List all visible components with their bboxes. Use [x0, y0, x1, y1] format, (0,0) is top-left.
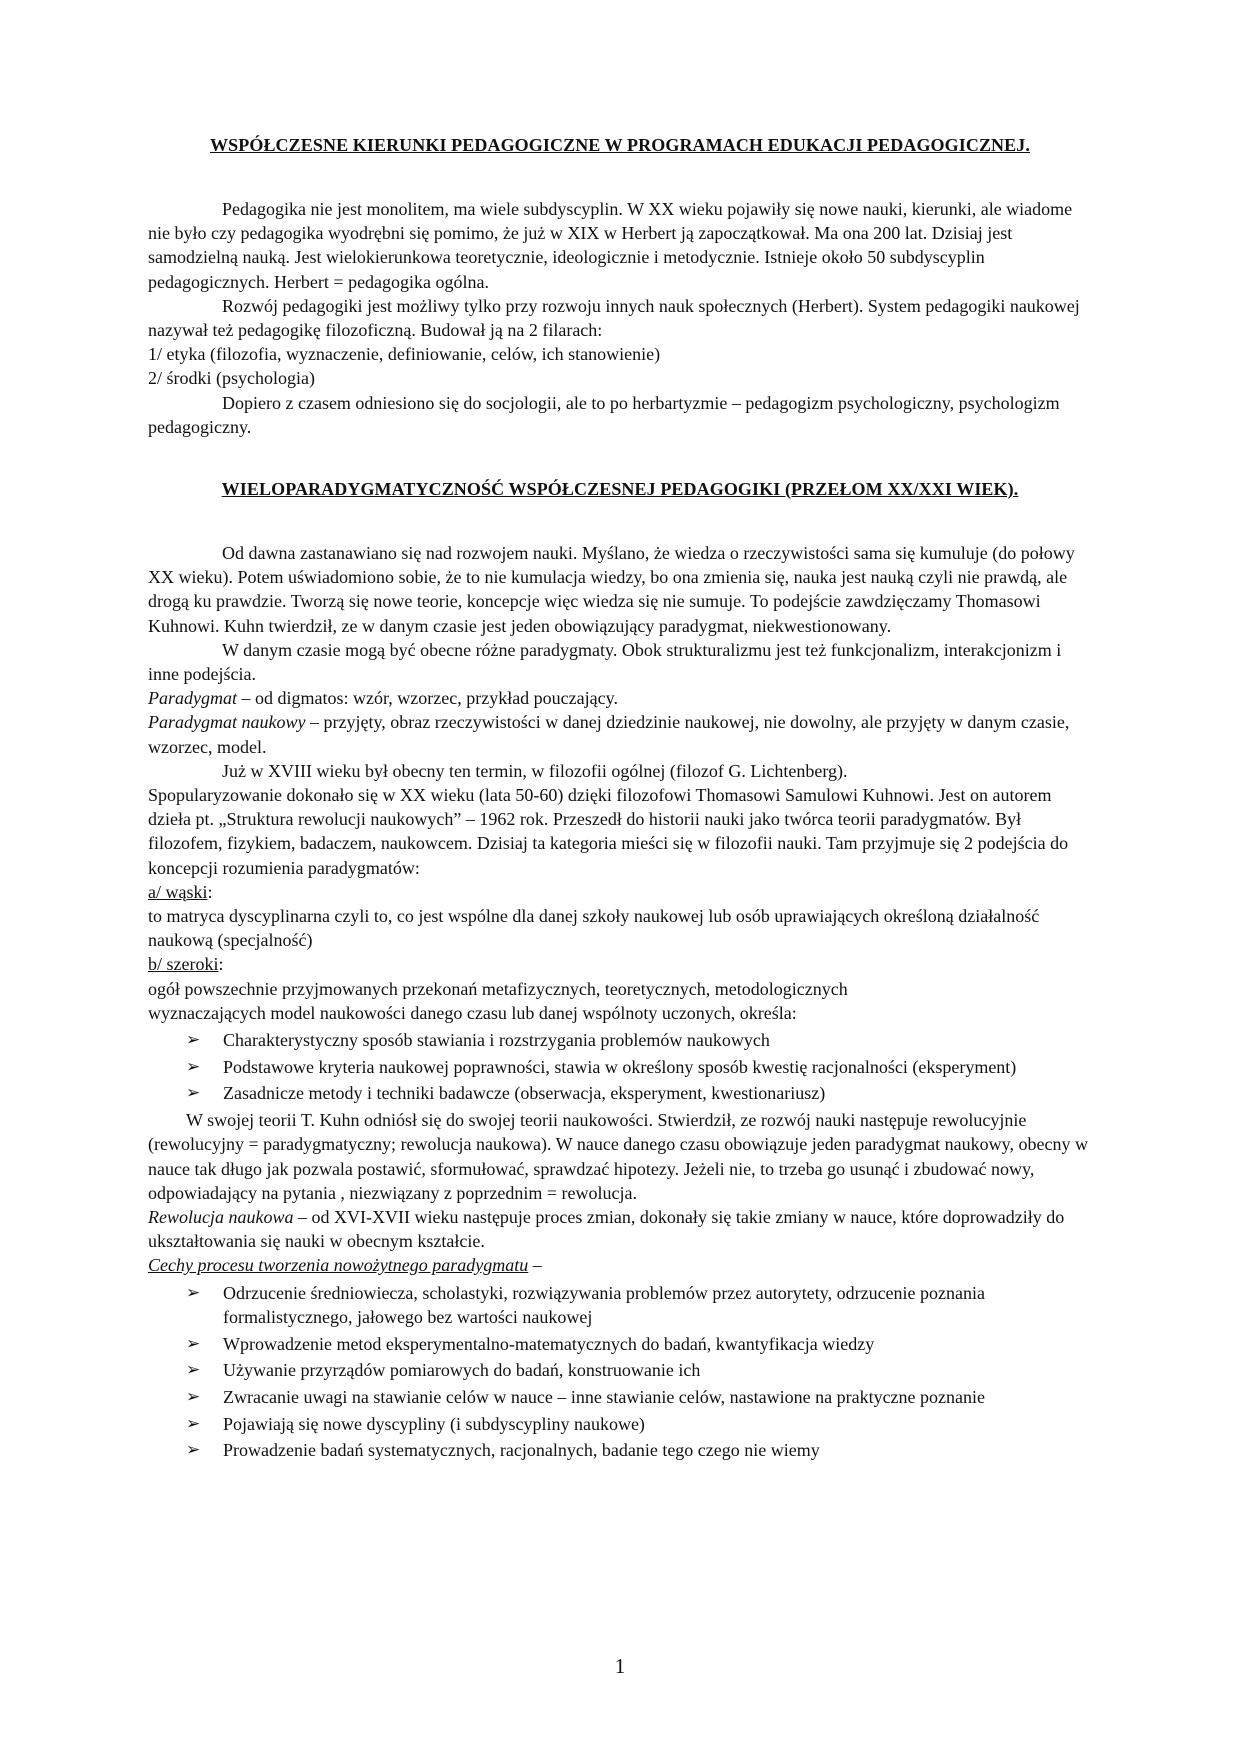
colon: : [218, 954, 224, 975]
modern-paradigm-features-list [148, 1281, 1092, 1463]
section1-body [148, 197, 1092, 439]
list-item [148, 1438, 1092, 1462]
broad-approach-title: b/ szeroki [148, 954, 219, 975]
paradigm-features-list [148, 1028, 1092, 1106]
features-heading-dash: – [528, 1255, 542, 1276]
list-item [148, 1055, 1092, 1079]
list-item [148, 1385, 1092, 1409]
features-heading-text: Cechy procesu tworzenia nowożytnego paradygmatu [148, 1255, 529, 1276]
section2-body [148, 541, 1092, 1465]
list-item-text: Wprowadzenie metod eksperymentalno-matematycznych do badań, kwantyfikacja wiedzy [223, 1333, 875, 1354]
section1-heading: WSPÓŁCZESNE KIERUNKI PEDAGOGICZNE W PROGRAMACH EDUKACJI PEDAGOGICZNEJ. [210, 135, 1030, 155]
list-item-text: Podstawowe kryteria naukowej poprawności, stawia w określony sposób kwestię racjonalności (eksperyment) [223, 1056, 1017, 1077]
list-item [148, 1332, 1092, 1356]
section2-paragraph-2: W danym czasie mogą być obecne różne paradygmaty. Obok strukturalizmu jest też funkcjonalizm, interakcjonizm i inne podejścia. [148, 639, 1062, 685]
arrow-bullet-icon: ➢ [186, 1030, 201, 1050]
narrow-approach-label [148, 880, 1092, 904]
definition-text: – przyjęty, obraz rzeczywistości w danej dziedzinie naukowej, nie dowolny, ale przyjęty w danym czasie, wzorzec, model. [148, 712, 1070, 757]
section2-paragraph-3-first-line: Już w XVIII wieku był obecny ten termin, w filozofii ogólnej (filozof G. Lichtenberg). [222, 760, 848, 781]
definition-term: Rewolucja naukowa [148, 1206, 294, 1227]
list-item-text: Prowadzenie badań systematycznych, racjonalnych, badanie tego czego nie wiemy [223, 1440, 820, 1461]
section1-paragraph-1: Pedagogika nie jest monolitem, ma wiele subdyscyplin. W XX wieku pojawiły się nowe nauki, kierunki, ale wiadome nie było czy pedagogika wyodrębni się pomimo, że już w XIX w Herbert ją zapoczątkował. Ma ona 200 lat. Dzisiaj jest samodzielną nauką. Jest wielokierunkowa teoretycznie, ideologicznie i metodycznie. Istnieje około 50 subdyscyplin pedagogicznych. Herbert = pedagogika ogólna. [148, 199, 1073, 292]
list-item [148, 1281, 1092, 1329]
list-item-text: Używanie przyrządów pomiarowych do badań, konstruowanie ich [223, 1360, 701, 1381]
arrow-bullet-icon: ➢ [186, 1440, 201, 1460]
section2-paragraph-1: Od dawna zastanawiano się nad rozwojem nauki. Myślano, że wiedza o rzeczywistości sama się kumuluje (do połowy XX wieku). Potem uświadomiono sobie, że to nie kumulacja wiedzy, bo ona zmienia się, nauka jest nauką czyli nie prawdą, ale drogą ku prawdzie. Tworzą się nowe teorie, koncepcje więc wiedza się nie sumuje. To podejście zawdzięczamy Thomasowi Kuhnowi. Kuhn twierdził, ze w danym czasie jest jeden obowiązujący paradygmat, niekwestionowany. [148, 543, 1075, 636]
section2-paragraph-4: W swojej teorii T. Kuhn odniósł się do swojej teorii naukowości. Stwierdził, ze rozwój nauki następuje rewolucyjnie (rewolucyjny = paradygmatyczny; rewolucja naukowa). W nauce danego czasu obowiązuje jeden paradygmat naukowy, obecny w nauce tak długo jak pozwala postawić, sformułować, sprawdzać hipotezy. Jeżeli nie, to trzeba go usunąć i zbudować nowy, odpowiadający na pytania , niezwiązany z poprzednim = rewolucja. [148, 1110, 1088, 1203]
section2-paragraph-3: Spopularyzowanie dokonało się w XX wieku (lata 50-60) dzięki filozofowi Thomasowi Samulowi Kuhnowi. Jest on autorem dzieła pt. „Struktura rewolucji naukowych” – 1962 rok. Przeszedł do historii nauki jako twórca teorii paradygmatów. Był filozofem, fizykiem, badaczem, naukowcem. Dzisiaj ta kategoria mieści się w filozofii nauki. Tam przyjmuje się 2 podejścia do koncepcji rozumienia paradygmatów: [148, 785, 1069, 878]
list-item-text: Pojawiają się nowe dyscypliny (i subdyscypliny naukowe) [223, 1413, 645, 1434]
narrow-approach-text: to matryca dyscyplinarna czyli to, co jest wspólne dla danej szkoły naukowej lub osób uprawiających określoną działalność naukową (specjalność) [148, 906, 1040, 951]
list-item-text: Charakterystyczny sposób stawiania i rozstrzygania problemów naukowych [223, 1030, 770, 1051]
page-number: 1 [614, 1654, 626, 1678]
features-heading [148, 1253, 1092, 1277]
arrow-bullet-icon: ➢ [186, 1386, 201, 1406]
definition-term: Paradygmat [148, 688, 237, 709]
definition-term: Paradygmat naukowy [148, 712, 306, 733]
arrow-bullet-icon: ➢ [186, 1083, 201, 1103]
section2-heading: WIELOPARADYGMATYCZNOŚĆ WSPÓŁCZESNEJ PEDAGOGIKI (PRZEŁOM XX/XXI WIEK). [221, 479, 1019, 499]
list-item-text: Zasadnicze metody i techniki badawcze (obserwacja, eksperyment, kwestionariusz) [223, 1083, 826, 1104]
definition-rewolucja-naukowa [148, 1205, 1092, 1253]
list-item-text: Odrzucenie średniowiecza, scholastyki, rozwiązywania problemów przez autorytety, odrzucenie poznania formalistycznego, jałowego bez wartości naukowej [223, 1282, 986, 1327]
narrow-approach-title: a/ wąski [148, 881, 208, 902]
list-item [148, 1358, 1092, 1382]
broad-approach-label [148, 952, 1092, 976]
section1-list-item-2: 2/ środki (psychologia) [148, 368, 315, 389]
definition-paradygmat-naukowy [148, 710, 1092, 758]
arrow-bullet-icon: ➢ [186, 1333, 201, 1353]
list-item-text: Zwracanie uwagi na stawianie celów w nauce – inne stawianie celów, nastawione na praktyczne poznanie [223, 1386, 986, 1407]
list-item [148, 1028, 1092, 1052]
list-item [148, 1412, 1092, 1436]
definition-text: – od digmatos: wzór, wzorzec, przykład pouczający. [237, 688, 618, 709]
list-item [148, 1081, 1092, 1105]
section1-list-item-1: 1/ etyka (filozofia, wyznaczenie, definiowanie, celów, ich stanowienie) [148, 344, 661, 365]
definition-text: – od XVI-XVII wieku następuje proces zmian, dokonały się takie zmiany w nauce, które doprowadziły do ukształtowania się nauki w obecnym kształcie. [148, 1206, 1065, 1252]
arrow-bullet-icon: ➢ [186, 1413, 201, 1433]
broad-approach-line-2: wyznaczających model naukowości danego czasu lub danej wspólnoty uczonych, określa: [148, 1002, 797, 1023]
colon: : [207, 881, 213, 902]
section1-paragraph-2: Rozwój pedagogiki jest możliwy tylko przy rozwoju innych nauk społecznych (Herbert). System pedagogiki naukowej nazywał też pedagogikę filozoficzną. Budował ją na 2 filarach: [148, 295, 1080, 341]
arrow-bullet-icon: ➢ [186, 1056, 201, 1076]
definition-paradygmat [148, 686, 1092, 710]
arrow-bullet-icon: ➢ [186, 1282, 201, 1302]
section1-paragraph-3: Dopiero z czasem odniesiono się do socjologii, ale to po herbartyzmie – pedagogizm psychologiczny, psychologizm pedagogiczny. [148, 392, 1060, 437]
arrow-bullet-icon: ➢ [186, 1360, 201, 1380]
broad-approach-line-1: ogół powszechnie przyjmowanych przekonań metafizycznych, teoretycznych, metodologicznych [148, 978, 848, 999]
